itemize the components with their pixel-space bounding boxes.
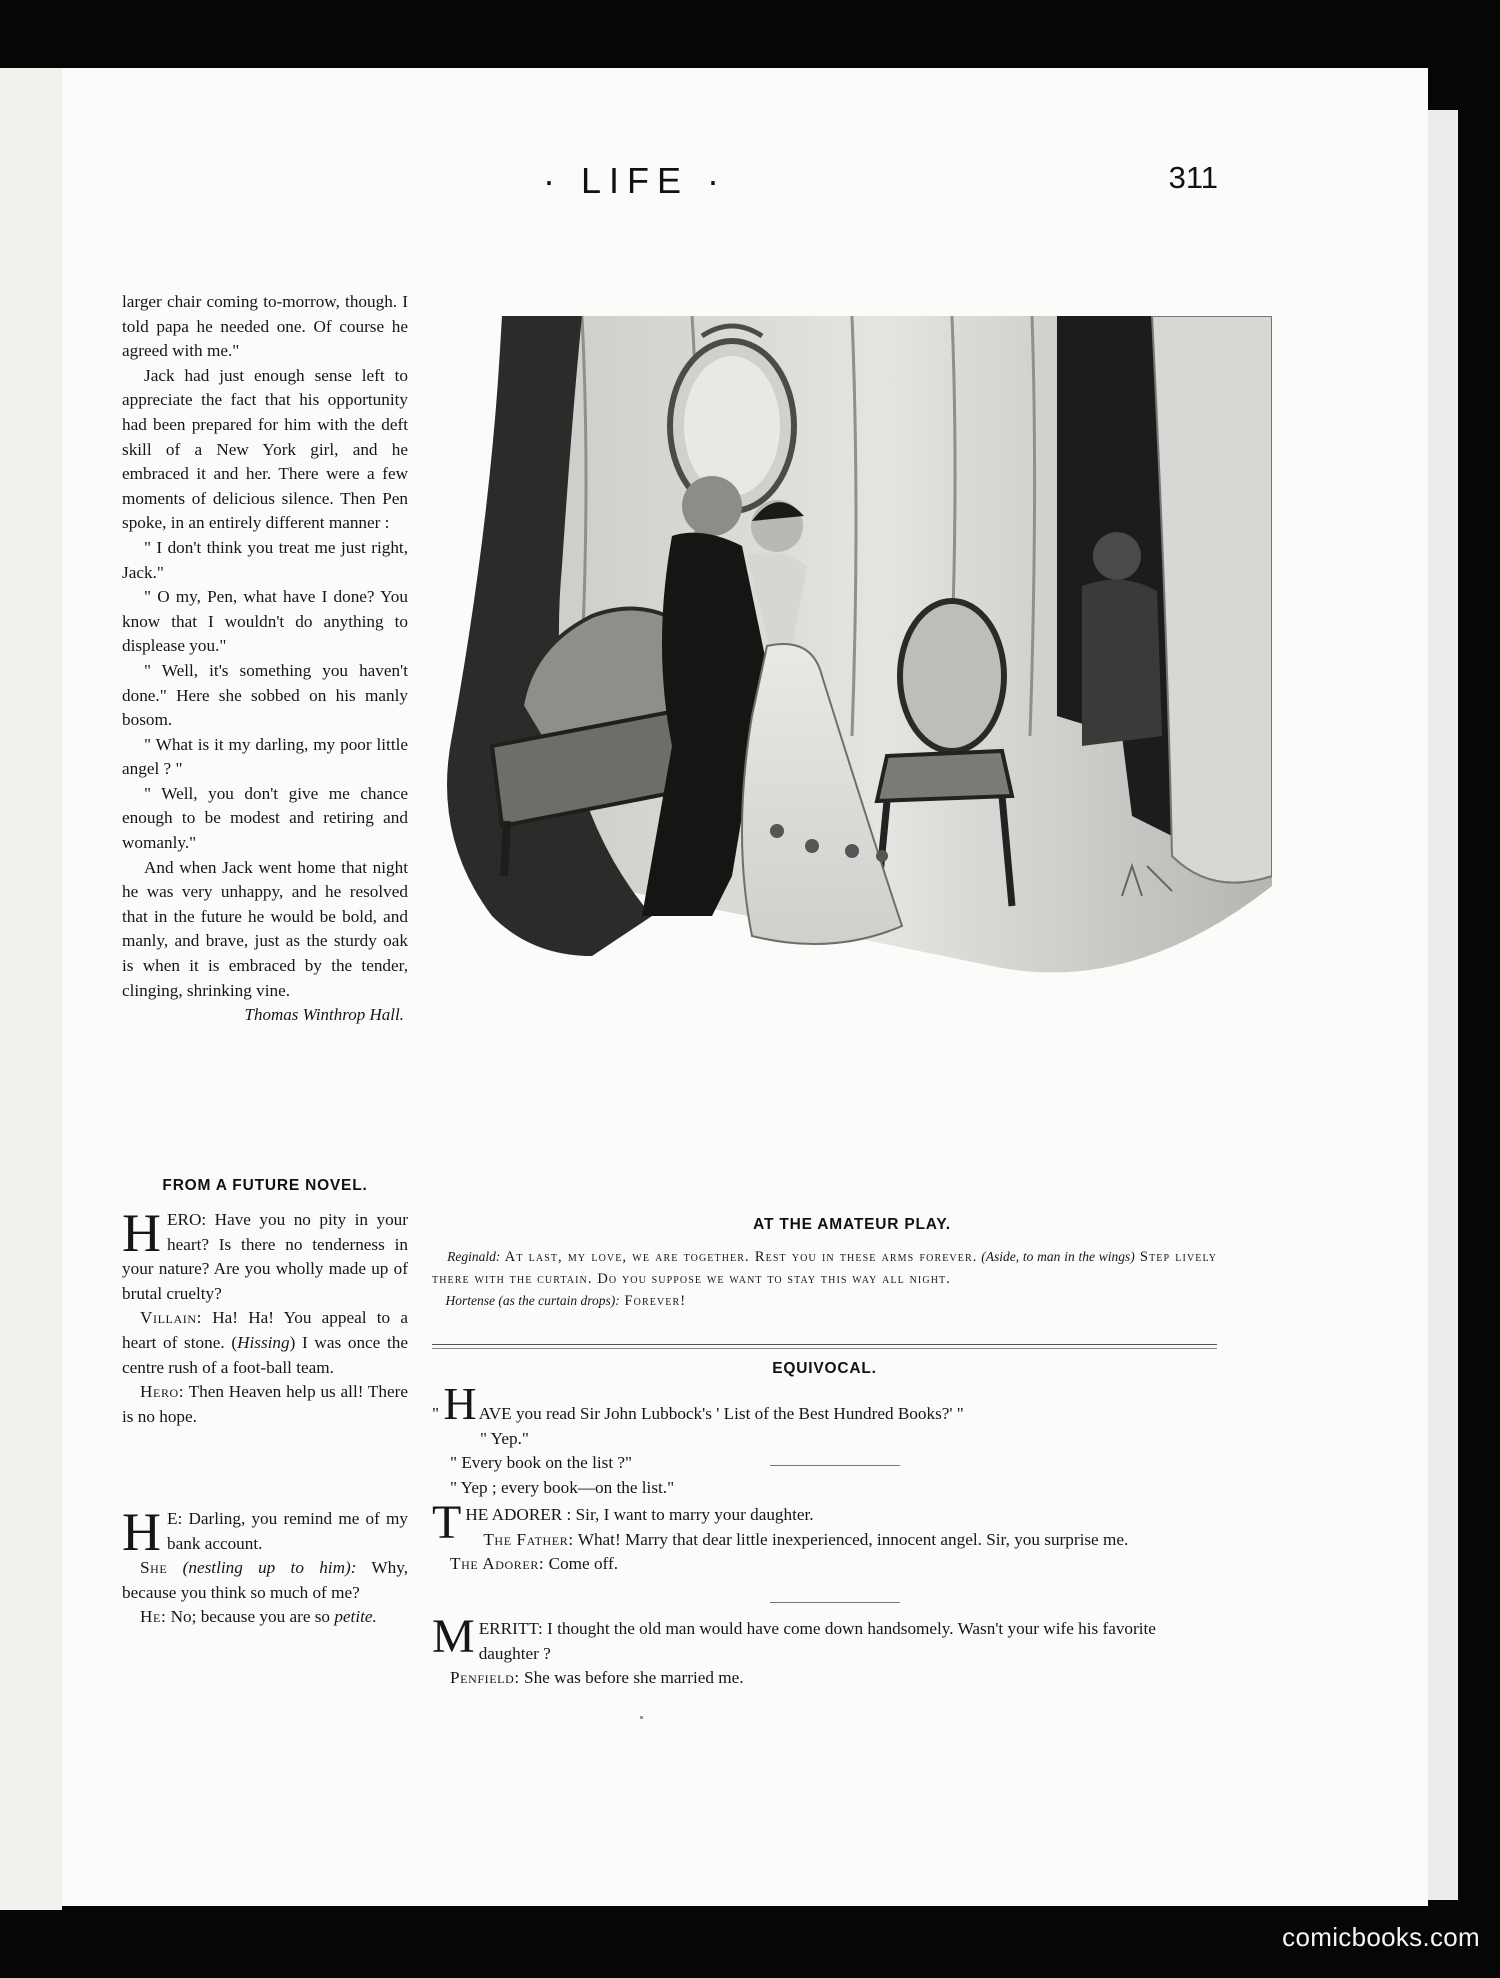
he-reply xyxy=(122,1605,408,1630)
previous-page-edge xyxy=(0,68,62,1910)
villain-line xyxy=(122,1306,408,1380)
future-novel-heading: FROM A FUTURE NOVEL. xyxy=(162,1177,368,1194)
amateur-play-caption xyxy=(432,1246,1217,1312)
he-line xyxy=(122,1502,408,1562)
reginald-line xyxy=(432,1246,1217,1290)
equivocal-joke xyxy=(432,1378,1217,1500)
bank-account-joke xyxy=(122,1502,409,1630)
drop-cap: M xyxy=(432,1610,475,1663)
equivocal-line xyxy=(432,1378,1217,1429)
story-paragraph: Jack had just enough sense left to appreciate the fact that his opportunity had been prepared for him with the deft skill of a New York girl, and he embraced it and her. There were a few moments of delicious silence. Then Pen spoke, in an entirely different manner : xyxy=(122,365,408,533)
penfield-line xyxy=(432,1666,1217,1691)
he-reply-italic: petite. xyxy=(334,1607,377,1627)
masthead-title: · LIFE · xyxy=(542,160,727,201)
equivocal-line: " Yep ; every book—on the list." xyxy=(450,1477,675,1497)
drop-cap: H xyxy=(122,1502,161,1562)
stage-direction: (nestling up to him): xyxy=(182,1558,357,1578)
author-signature: Thomas Winthrop Hall. xyxy=(244,1005,404,1025)
speaker-name: Penfield: xyxy=(450,1668,520,1688)
adorer-joke xyxy=(432,1496,1217,1577)
merritt-line xyxy=(432,1610,1217,1666)
drop-cap: H xyxy=(443,1378,477,1429)
paper-speck xyxy=(640,1716,643,1719)
hero-reply-text: Then Heaven help us all! There is no hope. xyxy=(122,1382,408,1426)
speaker-name: The Adorer: xyxy=(450,1554,545,1574)
story-paragraph: " O my, Pen, what have I done? You know that I wouldn't do anything to displease you." xyxy=(122,587,408,656)
speaker-name: Reginald: xyxy=(447,1249,501,1264)
story-continuation xyxy=(122,290,408,1027)
story-paragraph: " What is it my darling, my poor little angel ? " xyxy=(122,734,408,779)
illustration-drawing xyxy=(432,316,1272,1136)
site-watermark: comicbooks.com xyxy=(1282,1922,1480,1952)
equivocal-text-1: AVE you read Sir John Lubbock's ' List of the Best Hundred Books?' " xyxy=(478,1404,964,1423)
story-paragraph: larger chair coming to-morrow, though. I told papa he needed one. Of course he agreed with me." xyxy=(122,292,408,361)
he-text: E: Darling, you remind me of my bank account. xyxy=(167,1509,408,1553)
short-rule xyxy=(770,1602,900,1603)
stage-direction: (Aside, to man in the wings) xyxy=(981,1249,1135,1264)
equivocal-heading: EQUIVOCAL. xyxy=(772,1360,877,1377)
hero-line xyxy=(122,1203,408,1306)
adorer-text-2: Come off. xyxy=(544,1554,618,1574)
open-quote: " xyxy=(432,1404,440,1423)
speaker-name: Hortense xyxy=(445,1293,495,1308)
future-novel-dialogue xyxy=(122,1203,408,1429)
speaker-name: She xyxy=(140,1558,168,1578)
merritt-text-1: ERRITT: I thought the old man would have come down handsomely. Wasn't your wife his favorite daughter ? xyxy=(478,1619,1156,1663)
adorer-text-1: HE ADORER : Sir, I want to marry your daughter. xyxy=(465,1505,814,1524)
next-page-edge xyxy=(1428,110,1458,1900)
equivocal-line: " Every book on the list ?" xyxy=(450,1453,633,1473)
speaker-name: He: xyxy=(140,1607,167,1627)
hortense-line xyxy=(432,1290,1217,1312)
equivocal-line: " Yep." xyxy=(480,1428,529,1448)
speaker-name: The Father: xyxy=(483,1529,574,1549)
hero-text: ERO: Have you no pity in your heart? Is there no tenderness in your nature? Are you wholly made up of brutal cruelty? xyxy=(122,1210,408,1303)
short-rule xyxy=(770,1465,900,1466)
drop-cap: H xyxy=(122,1203,161,1263)
father-text: What! Marry that dear little inexperienced, innocent angel. Sir, you surprise me. xyxy=(573,1529,1129,1549)
story-paragraph: " Well, you don't give me chance enough to be modest and retiring and womanly." xyxy=(122,783,408,853)
reginald-text: At last, my love, we are together. Rest you in these arms forever. xyxy=(500,1249,978,1265)
aside-text: Step lively there with the curtain. Do you suppose we want to stay this way all night. xyxy=(432,1249,1218,1287)
she-text: Why, because you think so much of me? xyxy=(122,1558,409,1602)
section-rule xyxy=(432,1344,1217,1345)
she-line xyxy=(122,1556,408,1605)
hero-reply xyxy=(122,1380,408,1429)
merritt-joke xyxy=(432,1610,1217,1691)
story-paragraph: " Well, it's something you haven't done." Here she sobbed on his manly bosom. xyxy=(122,660,408,730)
villain-text: Ha! Ha! You appeal to a heart of stone. ( xyxy=(122,1308,408,1352)
adorer-line xyxy=(432,1496,1217,1552)
section-rule xyxy=(432,1348,1217,1349)
adorer-line xyxy=(432,1552,1217,1577)
speaker-name: Villain: xyxy=(140,1308,202,1328)
story-paragraph: " I don't think you treat me just right, Jack." xyxy=(122,537,408,582)
drop-cap: T xyxy=(432,1496,462,1549)
penfield-text: She was before she married me. xyxy=(519,1668,744,1688)
villain-text-2: ) I was once the centre rush of a foot-ball team. xyxy=(122,1332,408,1377)
amateur-play-heading: AT THE AMATEUR PLAY. xyxy=(753,1216,951,1233)
curtain xyxy=(1152,316,1272,883)
stage-direction: (as the curtain drops): xyxy=(498,1293,620,1308)
hortense-text: Forever! xyxy=(619,1293,687,1309)
speaker-name: Hero: xyxy=(140,1382,185,1402)
amateur-play-illustration xyxy=(432,316,1272,1136)
story-paragraph: And when Jack went home that night he was very unhappy, and he resolved that in the future he would be bold, and manly, and brave, just as the sturdy oak is when it is embraced by the tender, clinging, shrinking vine. xyxy=(122,857,408,1000)
stage-direction: Hissing xyxy=(237,1332,290,1352)
he-reply-text: No; because you are so xyxy=(166,1607,335,1627)
page-number: 311 xyxy=(1168,160,1218,195)
